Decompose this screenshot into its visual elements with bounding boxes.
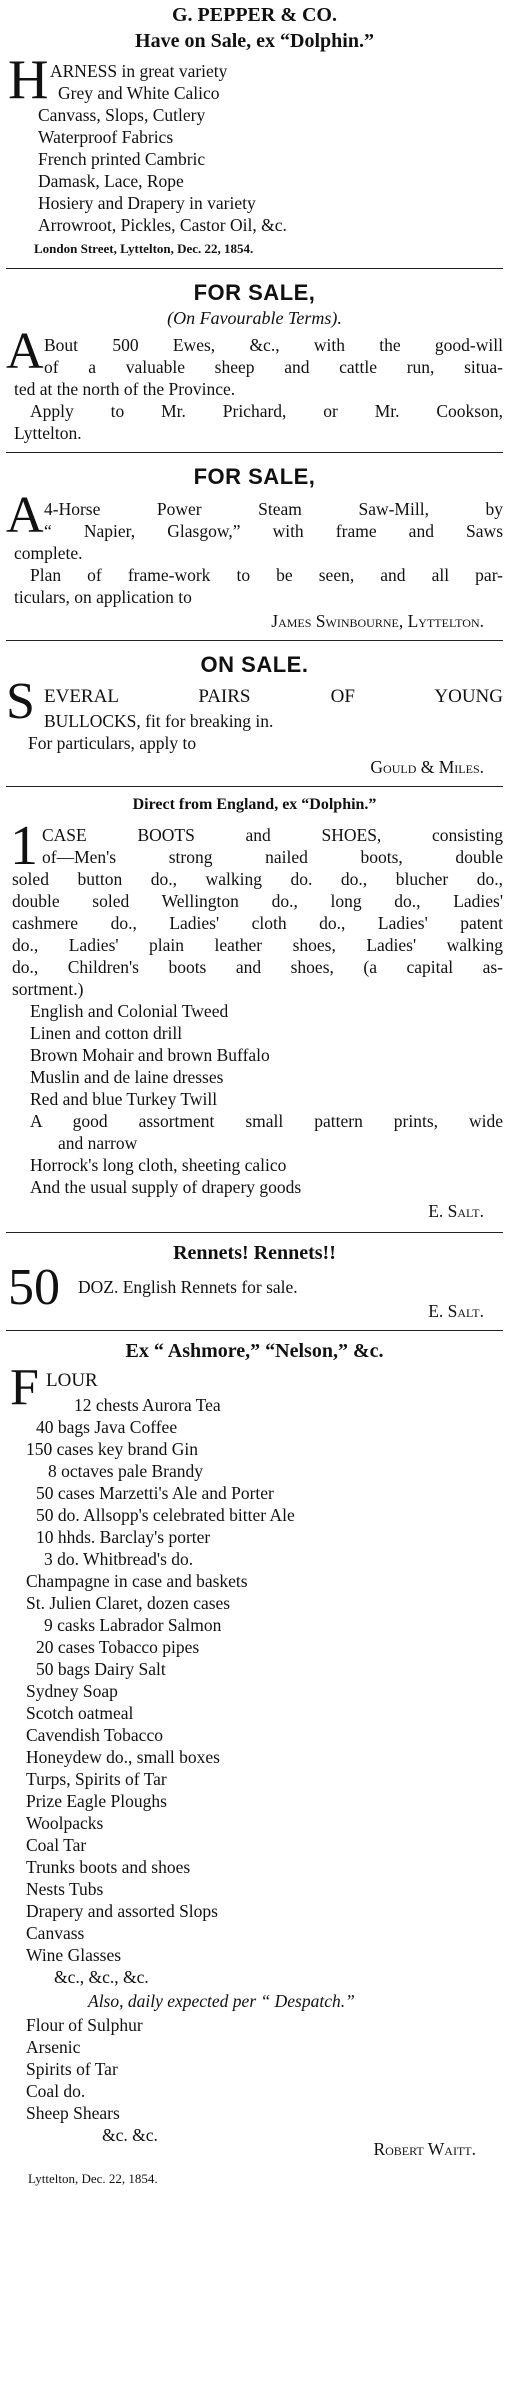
ad7-item: Woolpacks	[26, 1813, 104, 1833]
ad7-item: 40 bags Java Coffee	[36, 1417, 178, 1437]
ad4-line: BULLOCKS, fit for breaking in.	[44, 711, 274, 731]
ad2-line: Lyttelton.	[14, 423, 82, 443]
ad5-heading: Direct from England, ex “Dolphin.”	[132, 796, 377, 813]
ad7-item: Trunks boots and shoes	[26, 1857, 191, 1877]
ad5-para-line: soled button do., walking do. do., blucher do.,	[12, 869, 503, 889]
ad5-item: and narrow	[58, 1133, 138, 1153]
ad3-line: ticulars, on application to	[14, 587, 192, 607]
ad7-drop-cap: F	[10, 1359, 39, 1416]
ad7-item: 8 octaves pale Brandy	[48, 1461, 204, 1481]
ad7-item: Cavendish Tobacco	[26, 1725, 163, 1745]
ad2-title: FOR SALE,	[193, 280, 316, 305]
ad1-item: French printed Cambric	[38, 149, 206, 169]
ad7-item: &c., &c., &c.	[54, 1967, 149, 1987]
ad4-line: For particulars, apply to	[28, 733, 197, 753]
ad2-line: Apply to Mr. Prichard, or Mr. Cookson,	[30, 401, 503, 421]
ad7-item: Prize Eagle Ploughs	[26, 1791, 167, 1811]
divider	[6, 786, 503, 787]
ad1-item: Hosiery and Drapery in variety	[38, 193, 256, 213]
ad5-item: A good assortment small pattern prints, wide	[30, 1111, 503, 1131]
ad7-first-item: LOUR	[46, 1370, 98, 1391]
ad5-signature: E. Salt.	[428, 1201, 484, 1221]
ad1-item: Damask, Lace, Rope	[38, 171, 184, 191]
ad2-line: Bout 500 Ewes, &c., with the good-will	[44, 335, 503, 355]
ad7-footer: Lyttelton, Dec. 22, 1854.	[28, 2171, 158, 2186]
ad5-item: Horrock's long cloth, sheeting calico	[30, 1155, 287, 1175]
divider	[6, 640, 503, 641]
ad2-line: of a valuable sheep and cattle run, situa-	[44, 357, 503, 377]
ad7-item: St. Julien Claret, dozen cases	[26, 1593, 231, 1613]
ad4-signature: Gould & Miles.	[370, 757, 484, 777]
ad7-item: Drapery and assorted Slops	[26, 1901, 218, 1921]
ad7-item: 50 cases Marzetti's Ale and Porter	[36, 1483, 274, 1503]
ad5-para-line: double soled Wellington do., long do., Ladies'	[12, 891, 503, 911]
ad2-drop-cap: A	[6, 323, 44, 380]
ad7-item: Scotch oatmeal	[26, 1703, 134, 1723]
ad7-expected-item: Flour of Sulphur	[26, 2015, 143, 2035]
ad5-para-line: cashmere do., Ladies' cloth do., Ladies' patent	[12, 913, 503, 933]
ad2-subtitle: (On Favourable Terms).	[167, 308, 342, 328]
ad7-expected-item: Coal do.	[26, 2081, 86, 2101]
ad5-item: English and Colonial Tweed	[30, 1001, 229, 1021]
ad7-expected-item: Sheep Shears	[26, 2103, 120, 2123]
ad3-drop-cap: A	[6, 487, 44, 544]
ad1-drop-cap: H	[8, 49, 49, 111]
ad5-drop-number: 1	[10, 815, 38, 877]
ad1-footer: London Street, Lyttelton, Dec. 22, 1854.	[34, 241, 254, 256]
ad2-line: ted at the north of the Province.	[14, 379, 236, 399]
ad6-line: DOZ. English Rennets for sale.	[78, 1277, 298, 1297]
ad5-item: Linen and cotton drill	[30, 1023, 183, 1043]
divider	[6, 1232, 503, 1233]
ad7-expected-item: &c. &c.	[102, 2125, 158, 2145]
divider	[6, 268, 503, 269]
ad7-signature: Robert Waitt.	[373, 2139, 476, 2159]
ad3-line: Plan of frame-work to be seen, and all par-	[30, 565, 503, 585]
ad7-expected-item: Spirits of Tar	[26, 2059, 118, 2079]
divider	[6, 452, 503, 453]
ad5-para-line: sortment.)	[12, 979, 84, 999]
ad1-item: Grey and White Calico	[58, 83, 220, 103]
ad7-item: 10 hhds. Barclay's porter	[36, 1527, 211, 1547]
ad1-heading-merchant: G. PEPPER & CO.	[172, 4, 337, 26]
ad7-item: Canvass	[26, 1923, 85, 1943]
ad7-also-expected: Also, daily expected per “ Despatch.”	[88, 1991, 355, 2011]
ad7-item: 3 do. Whitbread's do.	[44, 1549, 194, 1569]
ad3-title: FOR SALE,	[193, 464, 316, 489]
ad4-drop-cap: S	[6, 673, 35, 730]
ad7-item: 50 do. Allsopp's celebrated bitter Ale	[36, 1505, 295, 1525]
ad7-item: Champagne in case and baskets	[26, 1571, 248, 1591]
ad7-item: Wine Glasses	[26, 1945, 122, 1965]
ad6-heading: Rennets! Rennets!!	[173, 1242, 336, 1264]
ad5-para-line: of—Men's strong nailed boots, double	[42, 847, 503, 867]
ad7-item: 50 bags Dairy Salt	[36, 1659, 166, 1679]
ad7-item: 20 cases Tobacco pipes	[36, 1637, 200, 1657]
ad5-para-line: do., Ladies' plain leather shoes, Ladies' walking	[12, 935, 503, 955]
ad5-item: Muslin and de laine dresses	[30, 1067, 224, 1087]
ad4-title: ON SALE.	[200, 652, 309, 677]
ad5-item: Brown Mohair and brown Buffalo	[30, 1045, 270, 1065]
ad5-item: And the usual supply of drapery goods	[30, 1177, 302, 1197]
ad7-item: Turps, Spirits of Tar	[26, 1769, 167, 1789]
ad3-line: “ Napier, Glasgow,” with frame and Saws	[44, 521, 503, 541]
ad7-item: 12 chests Aurora Tea	[74, 1395, 221, 1415]
ad1-item: ARNESS in great variety	[50, 61, 228, 81]
ad7-item: Nests Tubs	[26, 1879, 104, 1899]
ad7-item: Honeydew do., small boxes	[26, 1747, 220, 1767]
ad7-item: Coal Tar	[26, 1835, 87, 1855]
ad7-expected-item: Arsenic	[26, 2037, 81, 2057]
ad1-heading-on-sale: Have on Sale, ex “Dolphin.”	[135, 30, 374, 52]
ad7-item: 150 cases key brand Gin	[26, 1439, 199, 1459]
ad1-item: Waterproof Fabrics	[38, 127, 174, 147]
ad7-item: Sydney Soap	[26, 1681, 118, 1701]
ad5-para-line: CASE BOOTS and SHOES, consisting	[42, 825, 503, 845]
ad1-item: Arrowroot, Pickles, Castor Oil, &c.	[38, 215, 287, 235]
ad7-item: 9 casks Labrador Salmon	[44, 1615, 222, 1635]
ad6-number: 50	[8, 1259, 60, 1316]
ad3-line: complete.	[14, 543, 83, 563]
ad3-signature: James Swinbourne, Lyttelton.	[271, 611, 484, 631]
divider	[6, 1330, 503, 1331]
ad7-heading: Ex “ Ashmore,” “Nelson,” &c.	[125, 1340, 384, 1362]
ad3-line: 4-Horse Power Steam Saw-Mill, by	[44, 499, 503, 519]
ad6-signature: E. Salt.	[428, 1301, 484, 1321]
ad5-para-line: do., Children's boots and shoes, (a capital as-	[12, 957, 503, 977]
ad1-item: Canvass, Slops, Cutlery	[38, 105, 206, 125]
ad5-item: Red and blue Turkey Twill	[30, 1089, 218, 1109]
ad4-line: EVERAL PAIRS OF YOUNG	[44, 686, 503, 707]
